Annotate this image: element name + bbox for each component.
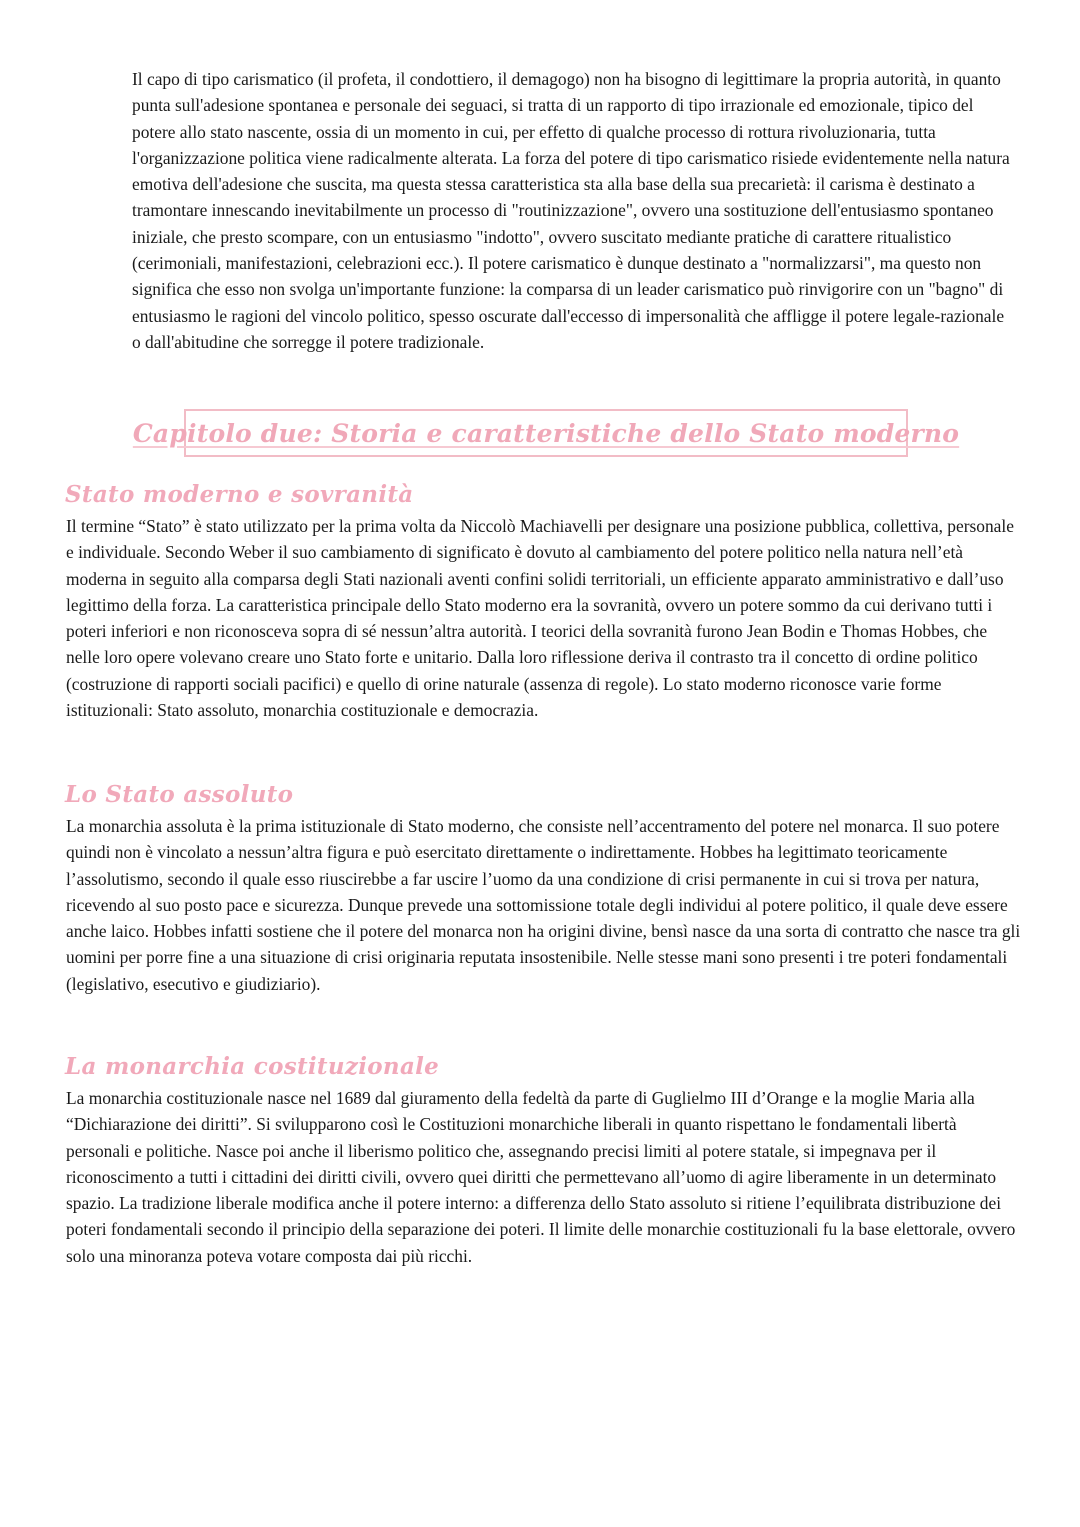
section-text-monarchia-costituzionale: La monarchia costituzionale nasce nel 1689 dal giuramento della fedeltà da parte di Guglielmo III d’Orange e la moglie Maria alla “Dichiarazione dei diritti”. Si svilupparono così le Costituzioni monarchiche liberali in quanto rispettano le fondamentali libertà personali e politiche. Nasce poi anche il liberismo politico che, assegnando precisi limiti al potere statale, si impegnava per il riconoscimento a tutti i cittadini dei diritti civili, ovvero quei diritti che permettevano all’uomo di agire liberamente in un determinato spazio. La tradizione liberale modifica anche il potere interno: a differenza dello Stato assoluto si ritiene l’equilibrata distribuzione dei poteri fondamentali secondo il principio della separazione dei poteri. Il limite delle monarchie costituzionali fu la base elettorale, ovvero solo una minoranza poteva votare composta dai più ricchi. xyxy=(66,1088,1016,1266)
chapter-title: Capitolo due: Storia e caratteristiche dello Stato moderno xyxy=(132,418,960,448)
chapter-title-box xyxy=(132,409,960,457)
section-text-stato-assoluto: La monarchia assoluta è la prima istituzionale di Stato moderno, che consiste nell’accentramento del potere nel monarca. Il suo potere quindi non è vincolato a nessun’altra figura e può esercitato direttamente o indirettamente. Hobbes ha legittimato teoricamente l’assolutismo, secondo il quale esso riuscirebbe a far uscire l’uomo da una condizione di crisi permanente in cui si trova per natura, ricevendo al suo posto pace e sicurezza. Dunque prevede una sottomissione totale degli individui al potere politico, il quale deve essere anche laico. Hobbes infatti sostiene che il potere del monarca non ha origini divine, bensì nasce da una sorta di contratto che nasce tra gli uomini per porre fine a una situazione di crisi originaria reputata insostenibile. Nelle stesse mani sono presenti i tre poteri fondamentali (legislativo, esecutivo e giudiziario). xyxy=(66,816,1021,994)
section-heading-stato-assoluto: Lo Stato assoluto xyxy=(65,781,294,808)
section-heading-monarchia-costituzionale: La monarchia costituzionale xyxy=(65,1053,440,1080)
intro-paragraph: Il capo di tipo carismatico (il profeta, il condottiero, il demagogo) non ha bisogno di legittimare la propria autorità, in quanto punta sull'adesione spontanea e personale dei seguaci, si tratta di un rapporto di tipo irrazionale ed emozionale, tipico del potere allo stato nascente, ossia di un momento in cui, per effetto di qualche processo di rottura rivoluzionaria, tutta l'organizzazione politica viene radicalmente alterata. La forza del potere di tipo carismatico risiede evidentemente nella natura emotiva dell'adesione che suscita, ma questa stessa caratteristica sta alla base della sua precarietà: il carisma è destinato a tramontare innescando inevitabilmente un processo di "routinizzazione", ovvero una sostituzione dell'entusiasmo spontaneo iniziale, che presto scompare, con un entusiasmo "indotto", ovvero suscitato mediante pratiche di carattere ritualistico (cerimoniali, manifestazioni, celebrazioni ecc.). Il potere carismatico è dunque destinato a "normalizzarsi", ma questo non significa che esso non svolga un'importante funzione: la comparsa di un leader carismatico può rinvigorire con un "bagno" di entusiasmo le ragioni del vincolo politico, spesso oscurate dall'eccesso di impersonalità che affligge il potere legale-razionale o dall'abitudine che sorregge il potere tradizionale. xyxy=(132,69,1010,352)
section-heading-stato-moderno: Stato moderno e sovranità xyxy=(65,481,414,508)
section-text-stato-moderno: Il termine “Stato” è stato utilizzato per la prima volta da Niccolò Machiavelli per designare una posizione pubblica, collettiva, personale e individuale. Secondo Weber il suo cambiamento di significato è dovuto al cambiamento del potere politico nella natura nell’età moderna in seguito alla comparsa degli Stati nazionali aventi confini solidi territoriali, un efficiente apparato amministrativo e dall’uso legittimo della forza. La caratteristica principale dello Stato moderno era la sovranità, ovvero un potere sommo da cui derivano tutti i poteri inferiori e non riconosceva sopra di sé nessun’altra autorità. I teorici della sovranità furono Jean Bodin e Thomas Hobbes, che nelle loro opere volevano creare uno Stato forte e unitario. Dalla loro riflessione deriva il contrasto tra il concetto di ordine politico (costruzione di rapporti sociali pacifici) e quello di orine naturale (assenza di regole). Lo stato moderno riconosce varie forme istituzionali: Stato assoluto, monarchia costituzionale e democrazia. xyxy=(66,516,1014,721)
